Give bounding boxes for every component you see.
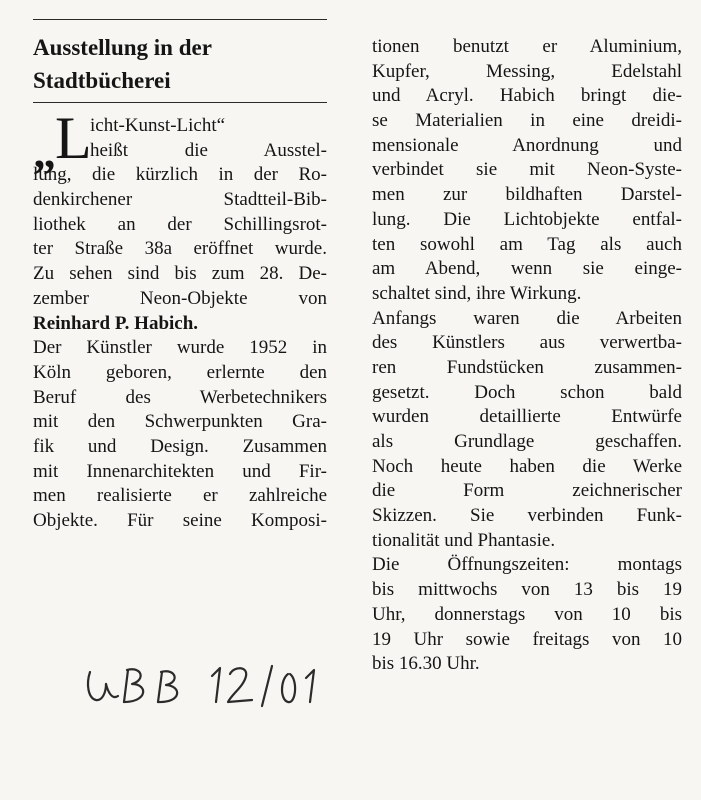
handwritten-note-strokes bbox=[84, 660, 324, 710]
text-line: denkirchener Stadtteil-Bib- bbox=[33, 189, 327, 211]
text-line: Die Öffnungszeiten: montags bbox=[372, 554, 682, 576]
text-line: und Acryl. Habich bringt die- bbox=[372, 85, 682, 107]
text-line: tionen benutzt er Aluminium, bbox=[372, 36, 682, 57]
text-line: ten sowohl am Tag als auch bbox=[372, 233, 682, 255]
artist-name: Reinhard P. Habich. bbox=[33, 312, 199, 334]
text-line: Anfangs waren die Arbeiten bbox=[372, 307, 682, 329]
text-line: als Grundlage geschaffen. bbox=[372, 431, 682, 452]
text-line: Uhr, donnerstags von 10 bis bbox=[372, 603, 682, 625]
text-line: mit den Schwerpunkten Gra- bbox=[33, 411, 327, 433]
headline-line-1: Ausstellung in der bbox=[33, 35, 212, 60]
text-line: liothek an der Schillingsrot- bbox=[33, 213, 327, 235]
text-line: ter Straße 38a eröffnet wurde. bbox=[33, 238, 327, 260]
handwritten-note bbox=[84, 660, 324, 710]
left-column bbox=[33, 114, 327, 534]
text-line: wurden detaillierte Entwürfe bbox=[372, 406, 682, 428]
text-line: des Künstlers aus verwertba- bbox=[372, 332, 682, 354]
text-line: am Abend, wenn sie einge- bbox=[372, 258, 682, 280]
top-rule bbox=[33, 19, 327, 20]
text-line: zember Neon-Objekte von bbox=[33, 287, 327, 309]
drop-cap-quote: „ bbox=[33, 126, 56, 177]
right-column bbox=[372, 35, 682, 677]
text-line: lung. Die Lichtobjekte entfal- bbox=[372, 208, 682, 230]
headline bbox=[33, 31, 327, 97]
text-line: men zur bildhaften Darstel- bbox=[372, 184, 682, 206]
text-line: fik und Design. Zusammen bbox=[33, 435, 327, 457]
text-line: ren Fundstücken zusammen- bbox=[372, 356, 682, 378]
text-line: Noch heute haben die Werke bbox=[372, 455, 682, 477]
text-line: die Form zeichnerischer bbox=[372, 480, 682, 502]
text-line: 19 Uhr sowie freitags von 10 bbox=[372, 628, 682, 650]
text-line: mensionale Anordnung und bbox=[372, 134, 682, 156]
text-line: Köln geboren, erlernte den bbox=[33, 361, 327, 383]
text-line: Skizzen. Sie verbinden Funk- bbox=[372, 505, 682, 527]
text-line: lung, die kürzlich in der Ro- bbox=[33, 164, 327, 186]
text-line: Der Künstler wurde 1952 in bbox=[33, 337, 327, 359]
headline-rule bbox=[33, 102, 327, 103]
text-line: men realisierte er zahlreiche bbox=[33, 485, 327, 507]
text-line: schaltet sind, ihre Wirkung. bbox=[372, 282, 582, 304]
text-line: Kupfer, Messing, Edelstahl bbox=[372, 60, 682, 82]
text-line: icht-Kunst-Licht“ bbox=[90, 115, 226, 136]
text-line: Zu sehen sind bis zum 28. De- bbox=[33, 263, 327, 285]
text-line: Beruf des Werbetechnikers bbox=[33, 386, 327, 408]
text-line: gesetzt. Doch schon bald bbox=[372, 381, 682, 403]
text-line: tionalität und Phantasie. bbox=[372, 529, 556, 551]
text-line: bis 16.30 Uhr. bbox=[372, 653, 480, 675]
drop-cap-letter: L bbox=[55, 105, 92, 171]
text-line: bis mittwochs von 13 bis 19 bbox=[372, 579, 682, 601]
text-line: se Materialien in eine dreidi- bbox=[372, 110, 682, 132]
text-line: verbindet sie mit Neon-Syste- bbox=[372, 159, 682, 181]
text-line: mit Innenarchitekten und Fir- bbox=[33, 460, 327, 482]
headline-line-2: Stadtbücherei bbox=[33, 68, 171, 93]
text-line: Objekte. Für seine Komposi- bbox=[33, 510, 327, 531]
text-line: heißt die Ausstel- bbox=[90, 139, 327, 161]
